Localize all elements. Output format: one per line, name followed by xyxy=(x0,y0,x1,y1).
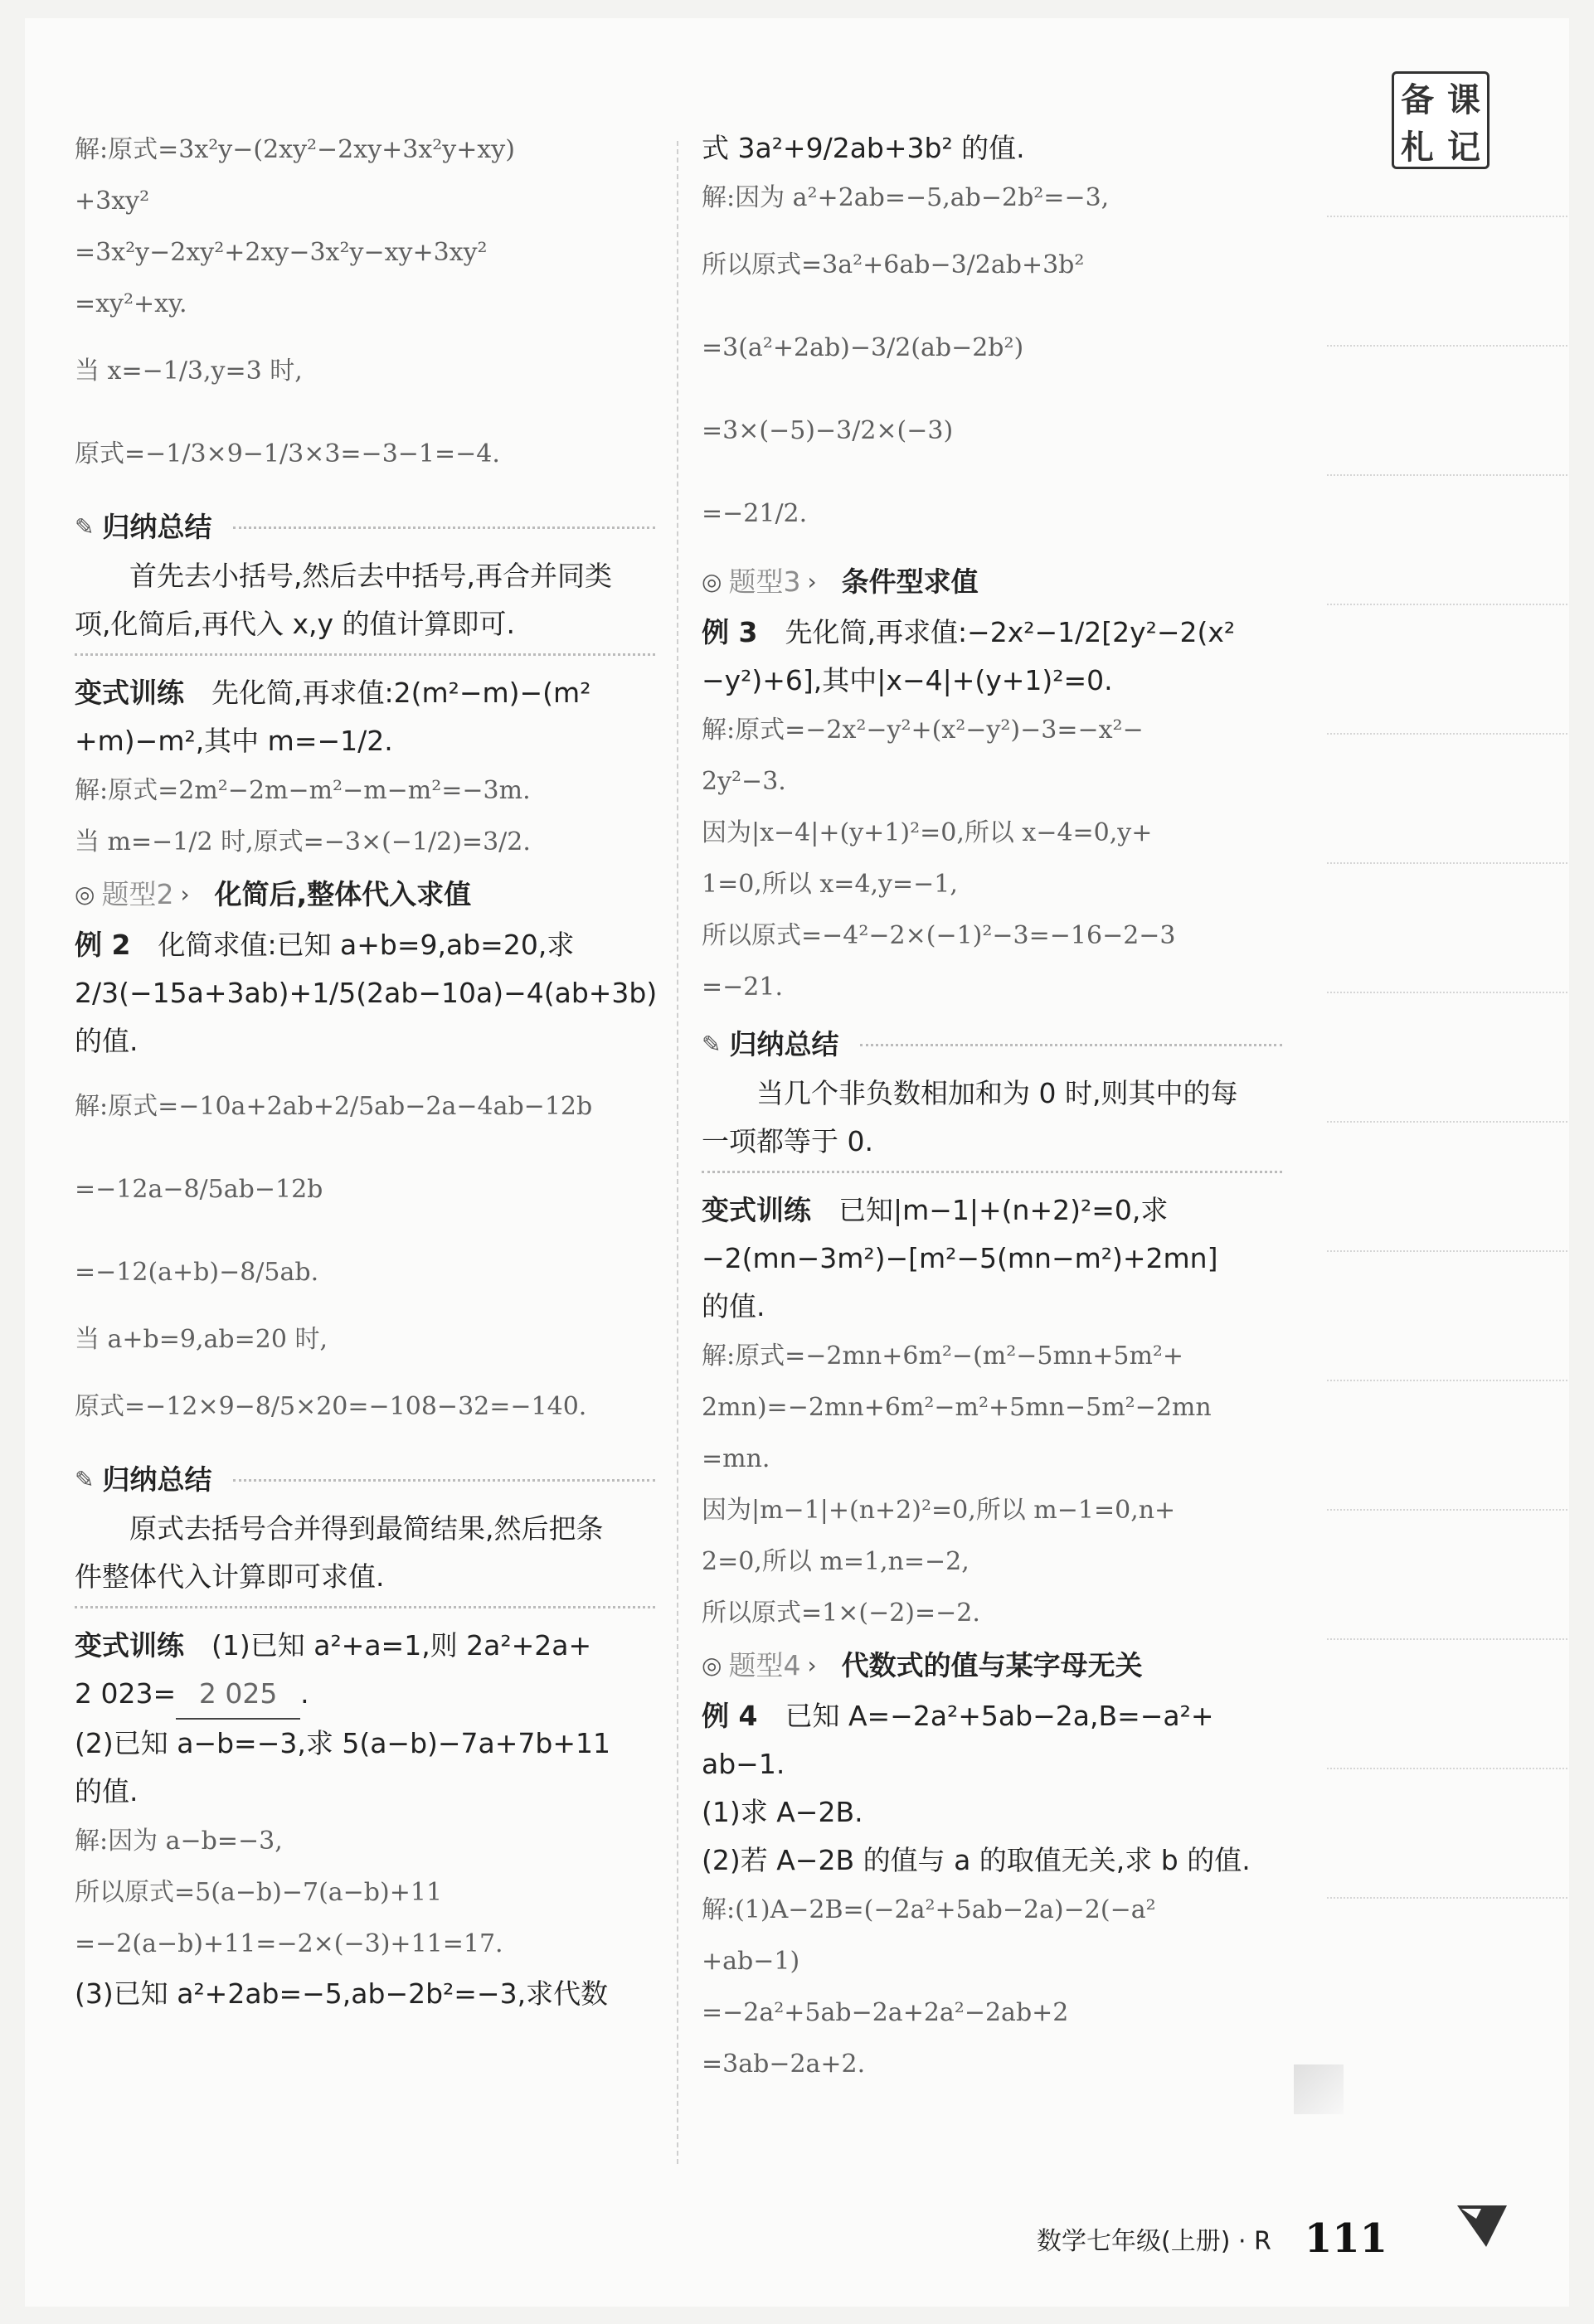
left-column xyxy=(75,124,658,2018)
exercise-label: 例 2 xyxy=(75,929,131,961)
solution-line: 当 x=−1/3,y=3 时, xyxy=(75,357,303,386)
blank-suffix: . xyxy=(300,1677,309,1710)
text-line: (2)若 A−2B 的值与 a 的取值无关,求 b 的值. xyxy=(702,1844,1251,1876)
solution-line: 解:原式=3x²y−(2xy²−2xy+3x²y+xy) xyxy=(75,135,515,164)
pen-icon: ✎ xyxy=(75,1466,95,1493)
dotted-rule xyxy=(860,1044,1282,1046)
exercise-text: 先化简,再求值:−2x²−1/2[2y²−2(x² xyxy=(757,616,1236,648)
answer-blank: 2 025 xyxy=(176,1670,300,1720)
exercise-text: (1)已知 a²+a=1,则 2a²+2a+ xyxy=(184,1629,592,1662)
summary-label: 归纳总结 xyxy=(102,511,212,543)
exercise-text: 先化简,再求值:2(m²−m)−(m² xyxy=(184,677,591,709)
dotted-rule xyxy=(233,1479,655,1482)
text-line: (1)求 A−2B. xyxy=(702,1796,863,1828)
page-footer xyxy=(1037,2215,1387,2262)
exercise-prompt xyxy=(75,1622,655,1670)
right-column xyxy=(702,124,1282,2090)
text-line: −2(mn−3m²)−[m²−5(mn−m²)+2mn] xyxy=(702,1242,1218,1274)
exercise-prompt xyxy=(75,921,655,969)
type-icon: ◎ xyxy=(702,1652,722,1679)
chevron-right-icon: › xyxy=(807,1652,817,1679)
text-line: 当几个非负数相加和为 0 时,则其中的每 xyxy=(756,1077,1238,1109)
solution-line: 原式=−12×9−8/5×20=−108−32=−140. xyxy=(75,1392,587,1421)
type-tag: 题型4 xyxy=(728,1649,801,1681)
exercise-label: 例 4 xyxy=(702,1700,758,1732)
type-tag: 题型2 xyxy=(101,878,174,910)
text-line: 的值. xyxy=(75,1775,139,1807)
solution-line: 2y²−3. xyxy=(702,767,786,796)
type-tag: 题型3 xyxy=(728,565,801,598)
text-line: (3)已知 a²+2ab=−5,ab−2b²=−3,求代数 xyxy=(75,1977,609,2010)
solution-line: =−12(a+b)−8/5ab. xyxy=(75,1258,319,1287)
solution-line: =3x²y−2xy²+2xy−3x²y−xy+3xy² xyxy=(75,238,488,267)
solution-line: =3ab−2a+2. xyxy=(702,2050,866,2079)
exercise-prompt xyxy=(702,609,1282,657)
type-title: 代数式的值与某字母无关 xyxy=(841,1649,1143,1681)
text-line: 件整体代入计算即可求值. xyxy=(75,1560,385,1593)
exercise-label: 例 3 xyxy=(702,616,758,648)
badge-char: 备 xyxy=(1401,81,1434,119)
page-number: 111 xyxy=(1304,2215,1388,2262)
scan-smudge xyxy=(1294,2064,1344,2114)
solution-line: 解:原式=2m²−2m−m²−m−m²=−3m. xyxy=(75,776,531,805)
text-line: 项,化简后,再代入 x,y 的值计算即可. xyxy=(75,608,515,640)
pen-icon: ✎ xyxy=(75,513,95,541)
type-icon: ◎ xyxy=(702,568,722,595)
exercise-label: 变式训练 xyxy=(75,1629,184,1662)
exercise-prompt xyxy=(702,1186,1282,1235)
solution-line: =−21/2. xyxy=(702,499,808,528)
type-icon: ◎ xyxy=(75,881,95,908)
solution-line: =−21. xyxy=(702,973,783,1002)
solution-line: 所以原式=1×(−2)=−2. xyxy=(702,1599,980,1628)
text-line: 2/3(−15a+3ab)+1/5(2ab−10a)−4(ab+3b) xyxy=(75,977,658,1009)
type-title: 条件型求值 xyxy=(841,565,979,598)
solution-line: 解:原式=−10a+2ab+2/5ab−2a−4ab−12b xyxy=(75,1092,593,1121)
solution-line: 当 a+b=9,ab=20 时, xyxy=(75,1325,328,1354)
solution-line: 所以原式=5(a−b)−7(a−b)+11 xyxy=(75,1878,443,1907)
solution-line: 解:原式=−2x²−y²+(x²−y²)−3=−x²− xyxy=(702,716,1144,745)
summary-label: 归纳总结 xyxy=(102,1463,212,1496)
badge-char: 记 xyxy=(1447,129,1480,167)
text-line: −y²)+6],其中|x−4|+(y+1)²=0. xyxy=(702,664,1113,696)
fill-blank-line xyxy=(75,1670,655,1720)
section-end-rule xyxy=(75,1606,655,1608)
solution-line: =3×(−5)−3/2×(−3) xyxy=(702,416,954,445)
question-type-heading xyxy=(702,556,1282,609)
solution-line: 所以原式=3a²+6ab−3/2ab+3b² xyxy=(702,250,1085,279)
text-line: 的值. xyxy=(75,1025,139,1057)
text-line: +m)−m²,其中 m=−1/2. xyxy=(75,725,393,757)
solution-line: 所以原式=−4²−2×(−1)²−3=−16−2−3 xyxy=(702,921,1176,950)
badge-char: 札 xyxy=(1401,129,1434,167)
lesson-notes-badge xyxy=(1392,71,1490,169)
solution-line: 2mn)=−2mn+6m²−m²+5mn−5m²−2mn xyxy=(702,1393,1212,1422)
notes-rule-lines xyxy=(1327,216,1567,2026)
corner-arrow-icon xyxy=(1453,2197,1511,2255)
solution-line: =mn. xyxy=(702,1444,770,1473)
summary-heading xyxy=(702,1020,1282,1070)
question-type-heading xyxy=(702,1639,1282,1692)
solution-line: =3(a²+2ab)−3/2(ab−2b²) xyxy=(702,333,1024,362)
exercise-label: 变式训练 xyxy=(702,1194,811,1226)
solution-line: 解:因为 a−b=−3, xyxy=(75,1827,283,1856)
section-end-rule xyxy=(75,653,655,656)
badge-char: 课 xyxy=(1447,81,1480,119)
solution-line: =−2a²+5ab−2a+2a²−2ab+2 xyxy=(702,1998,1069,2027)
column-divider xyxy=(677,141,678,2164)
solution-line: 因为|m−1|+(n+2)²=0,所以 m−1=0,n+ xyxy=(702,1496,1176,1525)
solution-line: 解:原式=−2mn+6m²−(m²−5mn+5m²+ xyxy=(702,1342,1184,1371)
type-title: 化简后,整体代入求值 xyxy=(214,878,472,910)
chevron-right-icon: › xyxy=(180,881,190,908)
exercise-label: 变式训练 xyxy=(75,677,184,709)
solution-line: +ab−1) xyxy=(702,1947,800,1976)
text-line: 式 3a²+9/2ab+3b² 的值. xyxy=(702,132,1025,164)
solution-line: 原式=−1/3×9−1/3×3=−3−1=−4. xyxy=(75,439,500,468)
solution-line: 当 m=−1/2 时,原式=−3×(−1/2)=3/2. xyxy=(75,827,531,856)
text-line: 原式去括号合并得到最简结果,然后把条 xyxy=(129,1512,604,1545)
summary-label: 归纳总结 xyxy=(729,1028,839,1060)
solution-line: 因为|x−4|+(y+1)²=0,所以 x−4=0,y+ xyxy=(702,818,1153,847)
text-line: ab−1. xyxy=(702,1748,785,1780)
solution-line: 1=0,所以 x=4,y=−1, xyxy=(702,870,958,899)
solution-line: =−2(a−b)+11=−2×(−3)+11=17. xyxy=(75,1929,503,1958)
text-line: 一项都等于 0. xyxy=(702,1125,873,1157)
section-end-rule xyxy=(702,1171,1282,1173)
chevron-right-icon: › xyxy=(807,568,817,595)
exercise-prompt xyxy=(702,1692,1282,1740)
blank-prefix: 2 023= xyxy=(75,1677,177,1710)
text-line: 的值. xyxy=(702,1290,765,1322)
dotted-rule xyxy=(233,526,655,529)
exercise-text: 化简求值:已知 a+b=9,ab=20,求 xyxy=(130,929,575,961)
summary-heading xyxy=(75,1455,655,1505)
book-title: 数学七年级(上册) · R xyxy=(1037,2227,1271,2256)
solution-line: =xy²+xy. xyxy=(75,289,187,318)
solution-line: 解:(1)A−2B=(−2a²+5ab−2a)−2(−a² xyxy=(702,1895,1156,1924)
exercise-prompt xyxy=(75,669,655,717)
question-type-heading xyxy=(75,868,655,921)
exercise-text: 已知 A=−2a²+5ab−2a,B=−a²+ xyxy=(757,1700,1214,1732)
solution-line: 解:因为 a²+2ab=−5,ab−2b²=−3, xyxy=(702,183,1110,212)
solution-line: +3xy² xyxy=(75,187,150,216)
text-line: (2)已知 a−b=−3,求 5(a−b)−7a+7b+11 xyxy=(75,1727,610,1759)
solution-line: 2=0,所以 m=1,n=−2, xyxy=(702,1547,970,1576)
pen-icon: ✎ xyxy=(702,1031,722,1058)
text-line: 首先去小括号,然后去中括号,再合并同类 xyxy=(129,560,612,592)
exercise-text: 已知|m−1|+(n+2)²=0,求 xyxy=(811,1194,1169,1226)
summary-heading xyxy=(75,502,655,552)
solution-line: =−12a−8/5ab−12b xyxy=(75,1175,323,1204)
